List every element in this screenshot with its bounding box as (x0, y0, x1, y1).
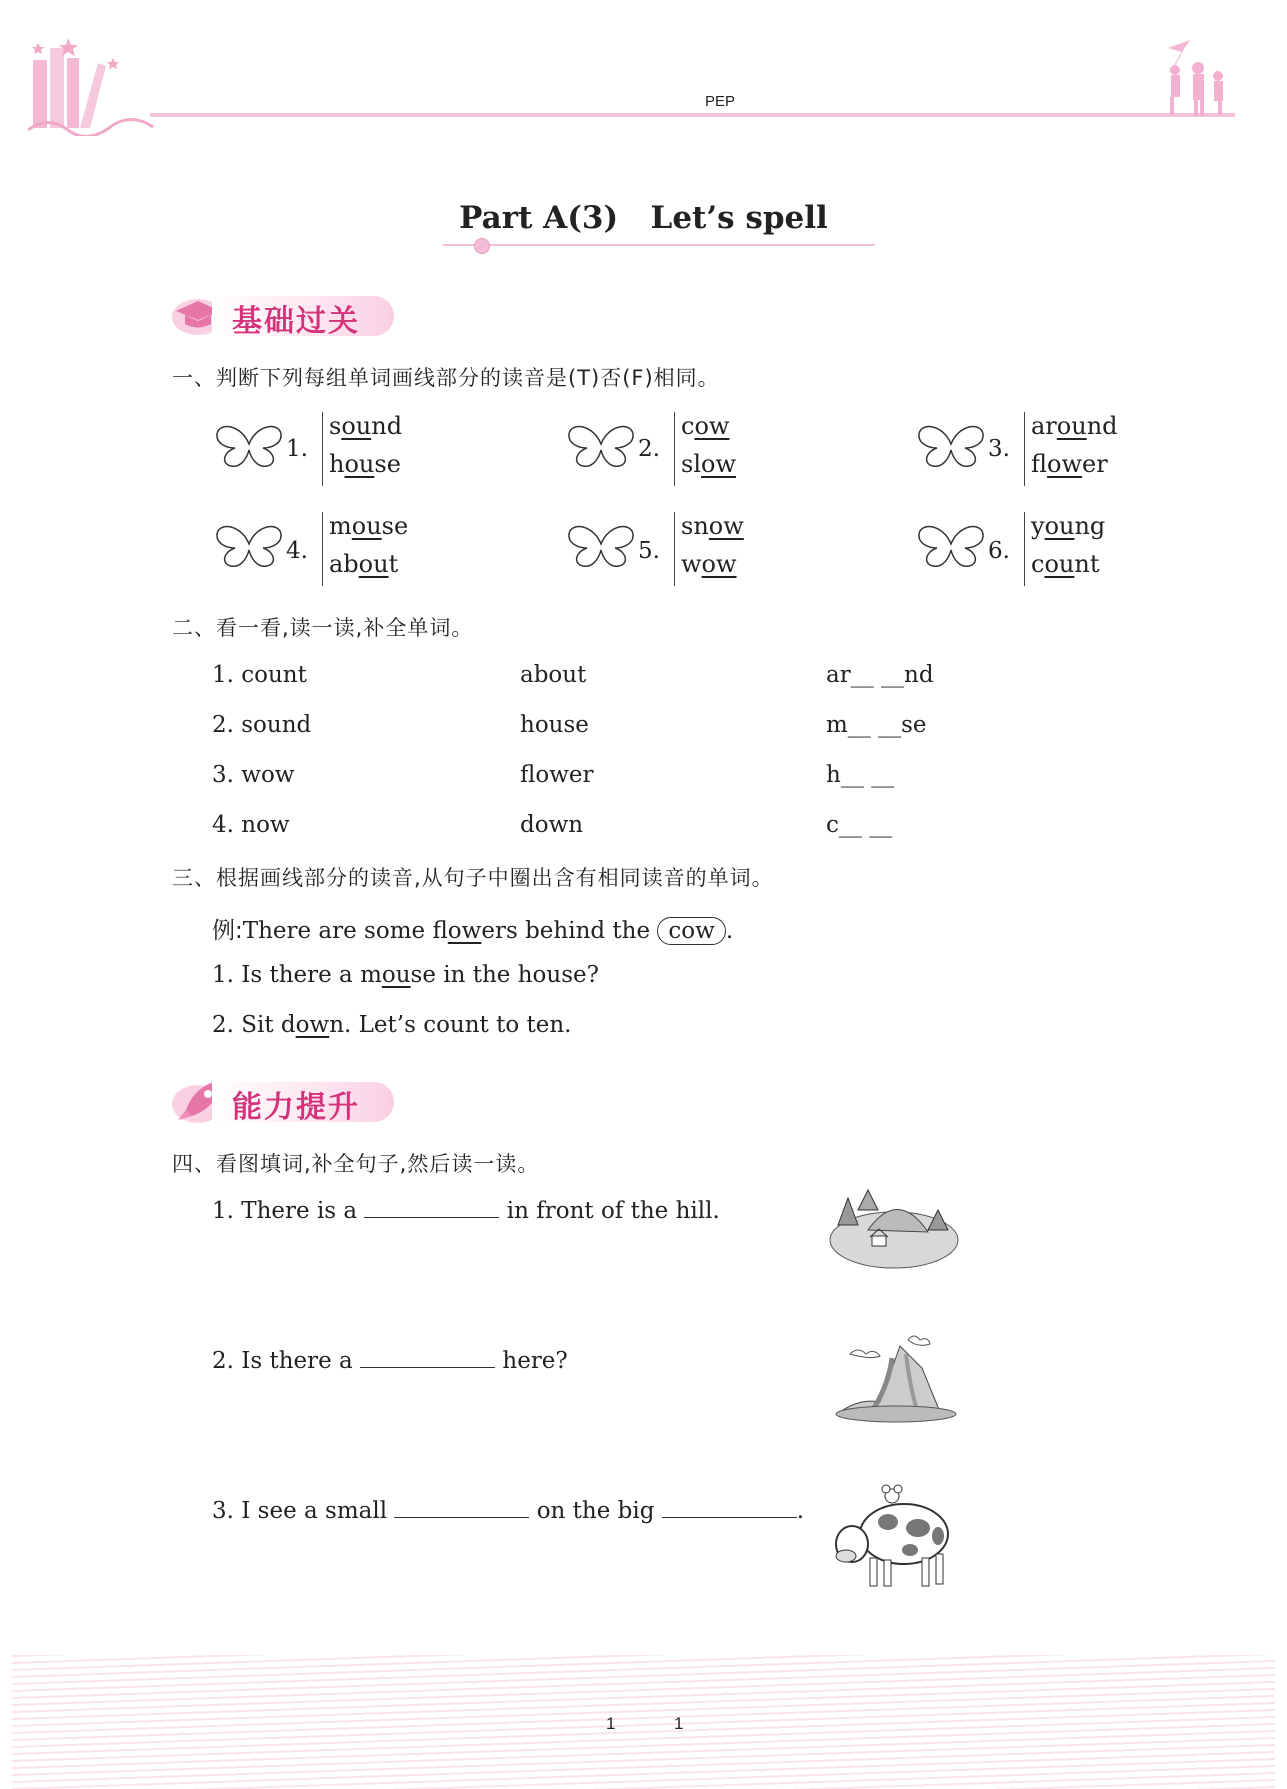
q2-cell: 1. count (212, 662, 307, 688)
page-number: 1 (674, 1714, 684, 1733)
butterfly-answer-box[interactable] (915, 418, 987, 470)
q2-cell: 2. sound (212, 712, 312, 738)
answer-blank[interactable] (394, 1499, 529, 1518)
q4-sentence: 3. I see a small on the big . (212, 1498, 805, 1524)
q1-item-number: 1. (286, 436, 308, 462)
q2-cell: flower (520, 762, 594, 788)
q1-word-pair (1024, 412, 1118, 486)
header-rule (150, 113, 1235, 117)
q2-cell: down (520, 812, 584, 838)
q2-cell: 4. now (212, 812, 290, 838)
butterfly-answer-box[interactable] (565, 518, 637, 570)
word: count (1031, 550, 1100, 578)
q1-word-pair (1024, 512, 1105, 586)
word: around (1031, 412, 1118, 440)
answer-blank[interactable] (364, 1199, 499, 1218)
butterfly-answer-box[interactable] (915, 518, 987, 570)
q3-sentence[interactable]: 1. Is there a mouse in the house? (212, 962, 599, 988)
q2-fill-blank[interactable]: h__ __ (826, 762, 895, 788)
q1-item-number: 5. (638, 538, 660, 564)
q2-fill-blank[interactable]: c__ __ (826, 812, 893, 838)
q1-word-pair (674, 512, 744, 586)
kids-kite-icon (1160, 38, 1240, 118)
word: house (329, 450, 401, 478)
q4-sentence: 2. Is there a here? (212, 1348, 568, 1374)
q3-sentence[interactable]: 2. Sit down. Let’s count to ten. (212, 1012, 572, 1038)
q2-cell: about (520, 662, 587, 688)
header-text: PEP (705, 93, 736, 110)
butterfly-answer-box[interactable] (213, 418, 285, 470)
section2-title: 能力提升 (232, 1090, 360, 1125)
word: wow (681, 550, 737, 578)
q1-word-pair (322, 412, 402, 486)
q4-sentence: 1. There is a in front of the hill. (212, 1198, 720, 1224)
word: about (329, 550, 399, 578)
q2-fill-blank[interactable]: m__ __se (826, 712, 927, 738)
header-logo-decoration (28, 18, 158, 136)
word: young (1031, 512, 1106, 540)
title-dot (474, 238, 490, 254)
q3-example: 例:There are some flowers behind the cow . (212, 918, 734, 944)
word: snow (681, 512, 744, 540)
q1-instruction: 一、判断下列每组单词画线部分的读音是(T)否(F)相同。 (172, 366, 720, 390)
answer-blank[interactable] (662, 1499, 797, 1518)
q1-item-number: 6. (988, 538, 1010, 564)
word: slow (681, 450, 736, 478)
butterfly-answer-box[interactable] (213, 518, 285, 570)
q4-instruction: 四、看图填词,补全句子,然后读一读。 (172, 1152, 540, 1176)
word: sound (329, 412, 403, 440)
title-underline (443, 244, 875, 246)
cow-mouse-picture (826, 1474, 960, 1592)
page-title: Part A(3) Let’s spell (459, 200, 828, 236)
mountain-river-picture (830, 1328, 960, 1424)
word: cow (681, 412, 730, 440)
q1-word-pair (322, 512, 408, 586)
answer-blank[interactable] (360, 1349, 495, 1368)
q1-item-number: 3. (988, 436, 1010, 462)
circled-word: cow (657, 917, 725, 945)
q1-item-number: 2. (638, 436, 660, 462)
q3-instruction: 三、根据画线部分的读音,从句子中圈出含有相同读音的单词。 (172, 866, 774, 890)
q2-cell: 3. wow (212, 762, 295, 788)
q1-word-pair (674, 412, 736, 486)
butterfly-answer-box[interactable] (565, 418, 637, 470)
section1-title: 基础过关 (232, 304, 360, 339)
footer-band (12, 1655, 1275, 1789)
q1-item-number: 4. (286, 538, 308, 564)
q2-cell: house (520, 712, 589, 738)
word: mouse (329, 512, 409, 540)
word: flower (1031, 450, 1108, 478)
q2-fill-blank[interactable]: ar__ __nd (826, 662, 934, 688)
hill-house-picture (828, 1180, 962, 1272)
page-number: 1 (606, 1714, 616, 1733)
q2-instruction: 二、看一看,读一读,补全单词。 (172, 616, 474, 640)
